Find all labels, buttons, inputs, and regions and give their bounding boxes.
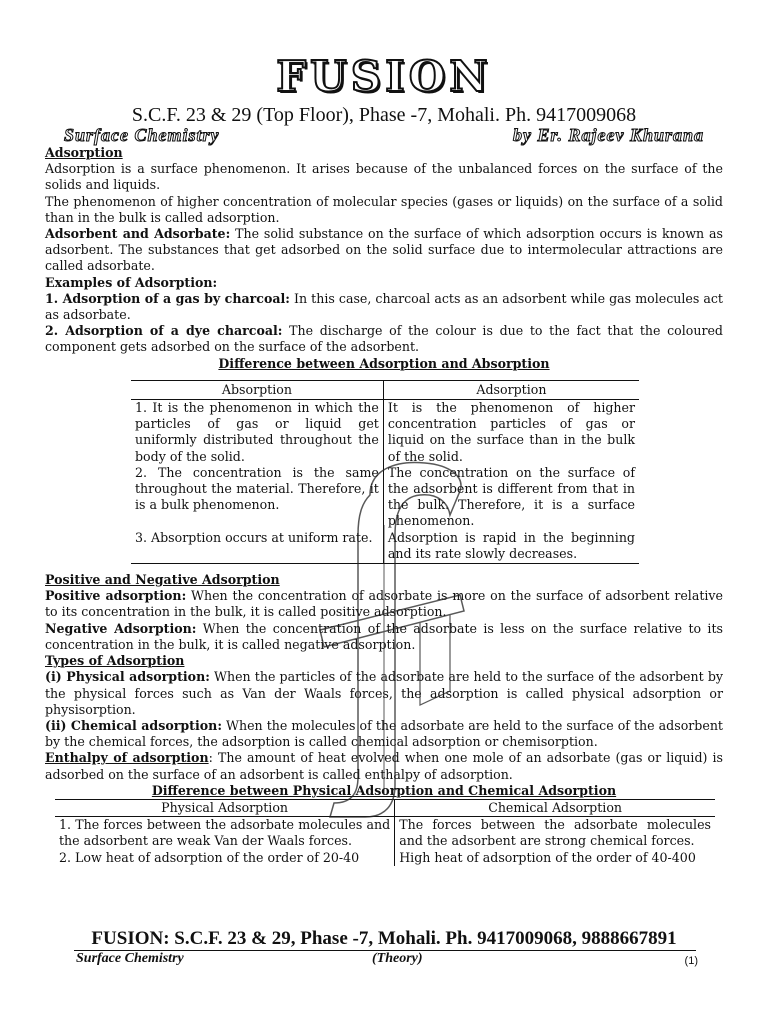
main-content xyxy=(45,145,723,866)
text-chemical: When the molecules of the adsorbate are held to the surface of the adsorbent by the chemical forces, the adsorption is called chemical adsorption or chemisorption. xyxy=(45,717,723,750)
paragraph-adsorption-phenomenon: The phenomenon of higher concentration of molecular species (gases or liquids) on the surface of a solid than in the bulk is called adsorption. xyxy=(45,193,723,225)
table-cell: The forces between the adsorbate molecules and the adsorbent are strong chemical forces. xyxy=(399,817,711,849)
text-physical: When the particles of the adsorbate are held to the surface of the adsorbent by the physical forces such as Van der Waals forces, the adsorption is called physical adsorption or physisorption. xyxy=(45,669,723,717)
table-cell: 1. The forces between the adsorbate molecules and the adsorbent are weak Van der Waals forces. xyxy=(55,817,395,850)
header-address: S.C.F. 23 & 29 (Top Floor), Phase -7, Mohali. Ph. 9417009068 xyxy=(131,104,637,126)
section-heading-types: Types of Adsorption xyxy=(45,653,185,669)
table-row xyxy=(131,465,639,530)
table-row xyxy=(131,400,639,465)
text-example-2: The discharge of the colour is due to the fact that the coloured component gets adsorbed on the surface of the adsorbent. xyxy=(45,323,723,355)
table-cell: The concentration on the surface of the adsorbent is different from that in the bulk. Therefore, it is a surface phenomenon. xyxy=(387,464,635,529)
table-cell: High heat of adsorption of the order of 40-400 xyxy=(399,849,696,865)
comparison-table-absorption xyxy=(131,380,639,564)
table-cell: 2. The concentration is the same throughout the material. Therefore, it is a bulk phenomenon. xyxy=(131,465,383,530)
footer-meta xyxy=(76,951,698,967)
section-heading-adsorption: Adsorption xyxy=(45,145,123,160)
paragraph-example-1 xyxy=(45,291,723,323)
table2-title: Difference between Physical Adsorption and Chemical Adsorption xyxy=(151,782,617,798)
paragraph-example-2 xyxy=(45,323,723,355)
author-credit: by Er. Rajeev Khurana xyxy=(512,125,704,145)
text-adsorbent: The solid substance on the surface of which adsorption occurs is known as adsorbent. The substances that get adsorbed on the solid surface due to intermolecular attractions are called adsorbate. xyxy=(45,226,723,274)
table-cell: It is the phenomenon of higher concentration particles of gas or liquid on the surface than in the bulk of the solid. xyxy=(387,400,635,464)
table-header-cell: Absorption xyxy=(131,380,383,399)
label-negative: Negative Adsorption: xyxy=(45,620,197,636)
table-header-cell: Adsorption xyxy=(383,380,639,399)
label-example-2: 2. Adsorption of a dye charcoal: xyxy=(45,323,283,339)
table-header-cell: Chemical Adsorption xyxy=(395,799,715,816)
table-cell: 2. Low heat of adsorption of the order of 20-40 xyxy=(55,850,395,866)
section-heading-examples: Examples of Adsorption: xyxy=(45,274,218,290)
page-number: (1) xyxy=(684,955,698,967)
table-cell: 1. It is the phenomenon in which the particles of gas or liquid get uniformly distributed throughout the body of the solid. xyxy=(131,400,383,465)
text-negative: When the concentration of the adsorbate is less on the surface relative to its concentration in the bulk, it is called negative adsorption. xyxy=(45,620,723,652)
table-header-cell: Physical Adsorption xyxy=(55,799,395,816)
brand-title: FUSION xyxy=(276,52,492,101)
paragraph-physical-adsorption xyxy=(45,669,723,718)
table-cell: 3. Absorption occurs at uniform rate. xyxy=(131,530,383,564)
footer-theory: (Theory) xyxy=(372,951,423,966)
table-cell: Adsorption is rapid in the beginning and its rate slowly decreases. xyxy=(383,530,639,564)
label-chemical: (ii) Chemical adsorption: xyxy=(45,717,222,733)
footer-subject: Surface Chemistry xyxy=(76,951,184,966)
paragraph-chemical-adsorption xyxy=(45,718,723,750)
text-positive: When the concentration of adsorbate is more on the surface of adsorbent relative to its concentration in the bulk, it is called positive adsorption. xyxy=(45,588,723,620)
paragraph-negative-adsorption xyxy=(45,621,723,653)
label-enthalpy: Enthalpy of adsorption xyxy=(45,750,209,766)
label-physical: (i) Physical adsorption: xyxy=(45,669,210,685)
table-header-row xyxy=(55,799,715,816)
footer-contact: FUSION: S.C.F. 23 & 29, Phase -7, Mohali. Ph. 9417009068, 9888667891 xyxy=(91,928,677,949)
comparison-table-physical-chemical xyxy=(55,799,715,866)
label-adsorbent: Adsorbent and Adsorbate: xyxy=(45,226,231,242)
table1-title: Difference between Adsorption and Absorption xyxy=(218,355,550,371)
header-subtitle-row xyxy=(64,126,704,144)
text-example-1: In this case, charcoal acts as an adsorbent while gas molecules act as adsorbate. xyxy=(45,290,723,323)
paragraph-adsorbent xyxy=(45,226,723,275)
paragraph-adsorption-definition: Adsorption is a surface phenomenon. It arises because of the unbalanced forces on the surface of the solids and liquids. xyxy=(45,161,723,193)
label-example-1: 1. Adsorption of a gas by charcoal: xyxy=(45,290,290,306)
table-row xyxy=(131,530,639,564)
text-enthalpy: : The amount of heat evolved when one mole of an adsorbate (gas or liquid) is adsorbed on the surface of an adsorbent is called enthalpy of adsorption. xyxy=(45,750,724,782)
paragraph-positive-adsorption xyxy=(45,588,723,620)
table-row xyxy=(55,850,715,866)
subject-title: Surface Chemistry xyxy=(64,125,220,145)
paragraph-enthalpy xyxy=(45,750,723,782)
table-row xyxy=(55,817,715,850)
label-positive: Positive adsorption: xyxy=(45,588,187,604)
section-heading-positive-negative: Positive and Negative Adsorption xyxy=(45,572,280,588)
table-header-row xyxy=(131,380,639,399)
